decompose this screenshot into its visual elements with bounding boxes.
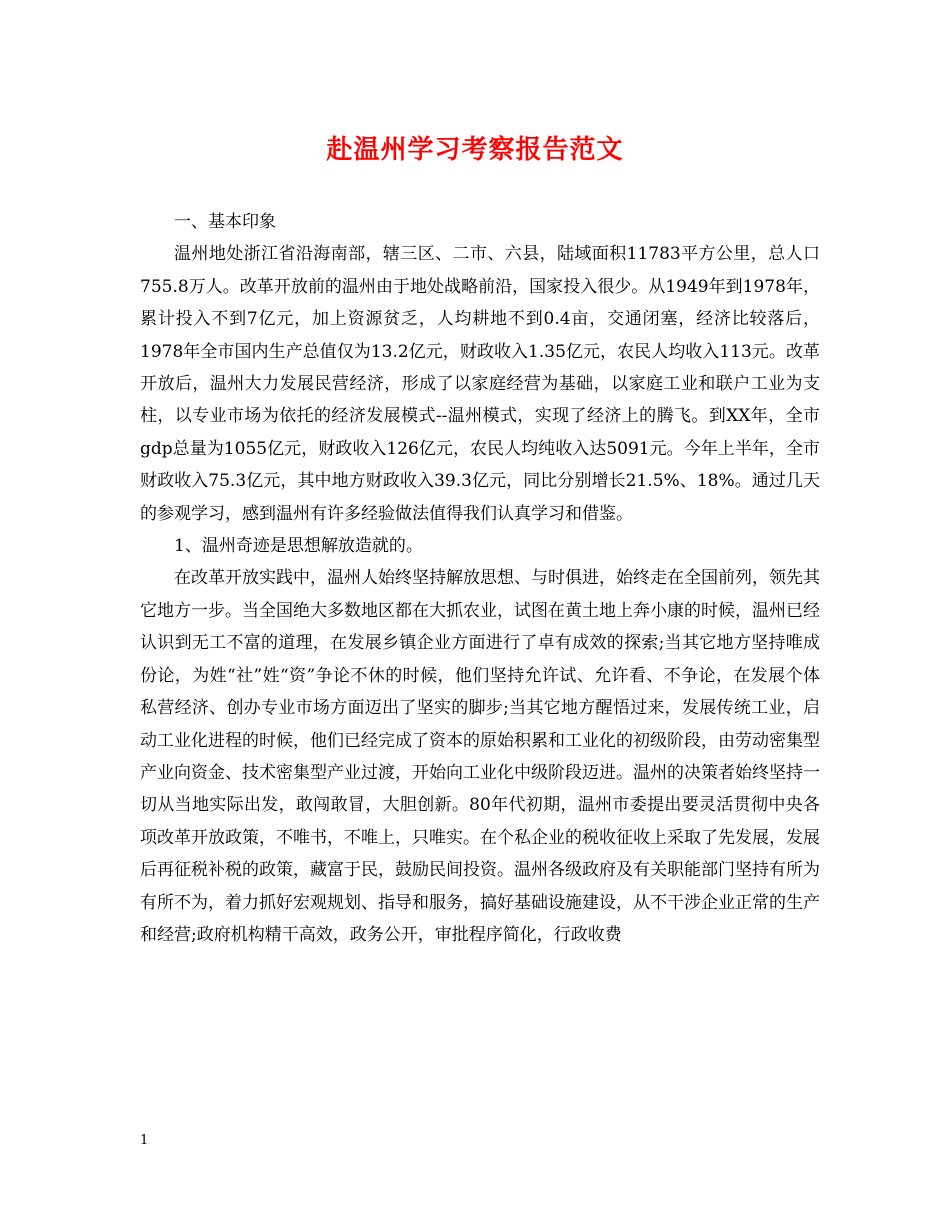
body-paragraph: 温州地处浙江省沿海南部，辖三区、二市、六县，陆域面积11783平方公里，总人口755.8万人。改革开放前的温州由于地处战略前沿，国家投入很少。从1949年到1978年，累计投入不到7亿元，加上资源贫乏，人均耕地不到0.4亩，交通闭塞，经济比较落后，1978年全市国内生产总值仅为13.2亿元，财政收入1.35亿元，农民人均收入113元。改革开放后，温州大力发展民营经济，形成了以家庭经营为基础，以家庭工业和联户工业为支柱，以专业市场为依托的经济发展模式--温州模式，实现了经济上的腾飞。到XX年，全市gdp总量为1055亿元，财政收入126亿元，农民人均纯收入达5091元。今年上半年，全市财政收入75.3亿元，其中地方财政收入39.3亿元，同比分别增长21.5%、18%。通过几天的参观学习，感到温州有许多经验做法值得我们认真学习和借鉴。 (140, 244, 820, 524)
document-body (140, 206, 820, 951)
section-heading: 一、基本印象 (174, 212, 276, 232)
document-title: 赴温州学习考察报告范文 (326, 135, 624, 165)
subsection-heading: 1、温州奇迹是思想解放造就的。 (174, 536, 423, 557)
page-number: 1 (140, 1133, 149, 1148)
body-paragraph: 在改革开放实践中，温州人始终坚持解放思想、与时俱进，始终走在全国前列，领先其它地方一步。当全国绝大多数地区都在大抓农业，试图在黄土地上奔小康的时候，温州已经认识到无工不富的道理，在发展乡镇企业方面进行了卓有成效的探索;当其它地方坚持唯成份论，为姓“社”姓“资”争论不休的时候，他们坚持允许试、允许看、不争论，在发展个体私营经济、创办专业市场方面迈出了坚实的脚步;当其它地方醒悟过来，发展传统工业，启动工业化进程的时候，他们已经完成了资本的原始积累和工业化的初级阶段，由劳动密集型产业向资金、技术密集型产业过渡，开始向工业化中级阶段迈进。温州的决策者始终坚持一切从当地实际出发，敢闯敢冒，大胆创新。80年代初期，温州市委提出要灵活贯彻中央各项改革开放政策，不唯书，不唯上，只唯实。在个私企业的税收征收上采取了先发展，发展后再征税补税的政策，藏富于民，鼓励民间投资。温州各级政府及有关职能部门坚持有所为有所不为，着力抓好宏观规划、指导和服务，搞好基础设施建设，从不干涉企业正常的生产和经营;政府机构精干高效，政务公开，审批程序简化，行政收费 (140, 568, 820, 945)
